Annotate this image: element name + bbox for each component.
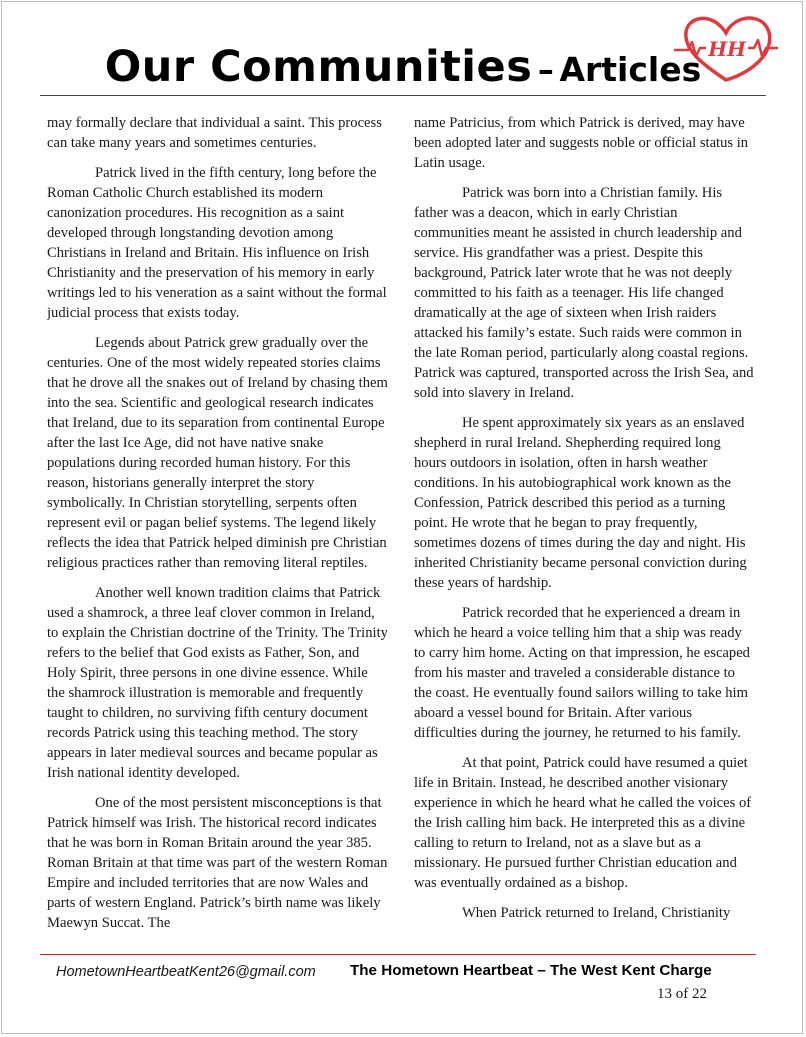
article-paragraph: Patrick was born into a Christian family. His father was a deacon, which in early Christian communities meant he assisted in church leadership and service. His grandfather was a priest. Despite this background, Patrick later wrote that he was not deeply committed to his faith as a teenager. His life changed dramatically at the age of sixteen when Irish raiders attacked his family’s estate. Such raids were common in the late Roman period, particularly along coastal regions. Patrick was captured, transported across the Irish Sea, and sold into slavery in Ireland. [414,185,754,401]
title-main: Our Communities [104,42,533,92]
logo-monogram: HH [708,37,746,61]
article-paragraph: may formally declare that individual a saint. This process can take many years and sometimes centuries. [47,115,382,151]
title-sub: Articles [559,50,702,89]
header-rule [40,95,766,96]
page-number: 13 of 22 [657,986,707,1002]
heartbeat-logo [672,10,780,86]
article-paragraph: Patrick recorded that he experienced a dream in which he heard a voice telling him that a ship was ready to carry him home. Acting on that impression, he escaped from his master and traveled a considerable distance to the coast. He eventually found sailors willing to take him aboard a vessel bound for Britain. After various difficulties during the journey, he returned to his family. [414,605,750,741]
article-paragraph: He spent approximately six years as an enslaved shepherd in rural Ireland. Shepherding required long hours outdoors in isolation, often in harsh weather conditions. In his autobiographical work known as the Confession, Patrick described this period as a turning point. He wrote that he began to pray frequently, sometimes dozens of times during the day and night. His inherited Christianity became personal conviction during these years of hardship. [414,415,747,591]
article-paragraph: At that point, Patrick could have resumed a quiet life in Britain. Instead, he described another visionary experience in which he heard what he called the voices of the Irish calling him back. He interpreted this as a divine calling to return to Ireland, not as a slave but as a missionary. He pursued further Christian education and was eventually ordained as a bishop. [414,755,752,891]
article-paragraph: name Patricius, from which Patrick is derived, may have been adopted later and suggests noble or official status in Latin usage. [414,115,749,171]
footer-email[interactable]: HometownHeartbeatKent26@gmail.com [56,964,316,980]
footer-rule [40,954,756,955]
article-column-right [414,113,756,949]
article-paragraph: Another well known tradition claims that Patrick used a shamrock, a three leaf clover common in Ireland, to explain the Christian doctrine of the Trinity. The Trinity refers to the belief that God exists as Father, Son, and Holy Spirit, three persons in one divine essence. While the shamrock illustration is memorable and frequently taught to children, no surviving fifth century document records Patrick using this teaching method. The story appears in later medieval sources and became popular as Irish national identity developed. [47,585,388,781]
article-paragraph: One of the most persistent misconceptions is that Patrick himself was Irish. The historical record indicates that he was born in Roman Britain around the year 385. Roman Britain at that time was part of the western Roman Empire and included territories that are now Wales and parts of western England. Patrick’s birth name was likely Maewyn Succat. The [47,795,388,931]
article-paragraph: Patrick lived in the fifth century, long before the Roman Catholic Church established its modern canonization procedures. His recognition as a saint developed through longstanding devotion among Christians in Ireland and Britain. His influence on Irish Christianity and the preservation of his memory in early writings led to his veneration as a saint without the formal judicial process that exists today. [47,165,387,321]
footer-publication-title: The Hometown Heartbeat – The West Kent Charge [350,962,712,979]
title-dash: – [537,51,554,89]
article-column-left [47,113,389,949]
article-paragraph: Legends about Patrick grew gradually over the centuries. One of the most widely repeated stories claims that he drove all the snakes out of Ireland by chasing them into the sea. Scientific and geological research indicates that Ireland, due to its separation from continental Europe after the last Ice Age, did not have native snake populations during recorded human history. For this reason, historians generally interpret the story symbolically. In Christian storytelling, serpents often represent evil or pagan belief systems. The legend likely reflects the idea that Patrick helped diminish pre Christian religious practices rather than removing literal reptiles. [47,335,388,571]
article-paragraph: When Patrick returned to Ireland, Christianity [462,905,731,921]
